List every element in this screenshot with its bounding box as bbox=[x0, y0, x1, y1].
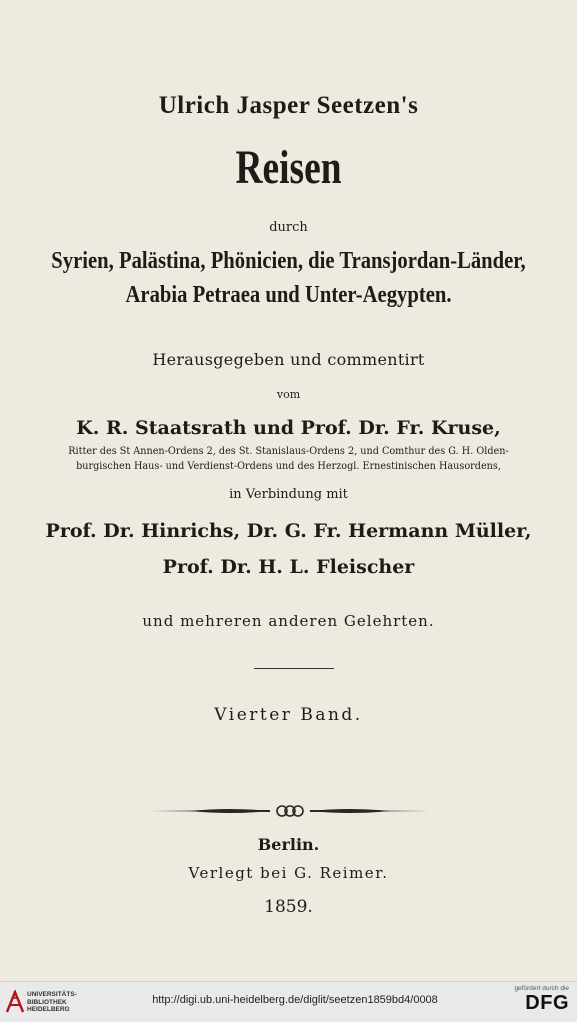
book-title: Reisen bbox=[235, 141, 342, 194]
viewer-footer bbox=[0, 981, 577, 1022]
dfg-wordmark: DFG bbox=[525, 992, 569, 1014]
connection-line: in Verbindung mit bbox=[229, 487, 348, 502]
place-line: Berlin. bbox=[257, 835, 320, 854]
subtitle-line-2: Arabia Petraea und Unter-Aegypten. bbox=[125, 282, 452, 308]
editor-name: K. R. Staatsrath und Prof. Dr. Fr. Kruse, bbox=[76, 417, 501, 439]
ub-heidelberg-logo[interactable] bbox=[6, 988, 77, 1016]
others-line: und mehreren anderen Gelehrten. bbox=[142, 612, 435, 630]
funding-note: gefördert durch die bbox=[514, 985, 569, 992]
durch-line: durch bbox=[269, 220, 308, 235]
coeditors-line-2: Prof. Dr. H. L. Fleischer bbox=[162, 556, 415, 578]
coeditors-line-1: Prof. Dr. Hinrichs, Dr. G. Fr. Hermann Müller, bbox=[45, 520, 532, 542]
divider-rule bbox=[254, 668, 334, 669]
logo-text: UNIVERSITÄTS- BIBLIOTHEK HEIDELBERG bbox=[27, 991, 77, 1013]
permalink-url[interactable]: http://digi.ub.uni-heidelberg.de/diglit/seetzen1859bd4/0008 bbox=[152, 994, 438, 1006]
library-crest-icon bbox=[6, 990, 24, 1014]
subtitle-line-1: Syrien, Palästina, Phönicien, die Transjordan-Länder, bbox=[51, 248, 526, 274]
author-line: Ulrich Jasper Seetzen's bbox=[158, 92, 419, 119]
ornament-rule bbox=[150, 800, 430, 822]
editor-intro: Herausgegeben und commentirt bbox=[152, 350, 425, 369]
year-line: 1859. bbox=[264, 897, 313, 917]
editor-orders-line-1: Ritter des St Annen-Ordens 2, des St. Stanislaus-Ordens 2, und Comthur des G. H. Olden- bbox=[68, 445, 509, 457]
dfg-logo[interactable] bbox=[509, 985, 569, 1014]
volume-line: Vierter Band. bbox=[214, 705, 363, 725]
editor-orders-line-2: burgischen Haus- und Verdienst-Ordens und des Herzogl. Ernestinischen Hausordens, bbox=[76, 460, 501, 472]
publisher-line: Verlegt bei G. Reimer. bbox=[188, 864, 389, 882]
vom-line: vom bbox=[276, 388, 301, 401]
